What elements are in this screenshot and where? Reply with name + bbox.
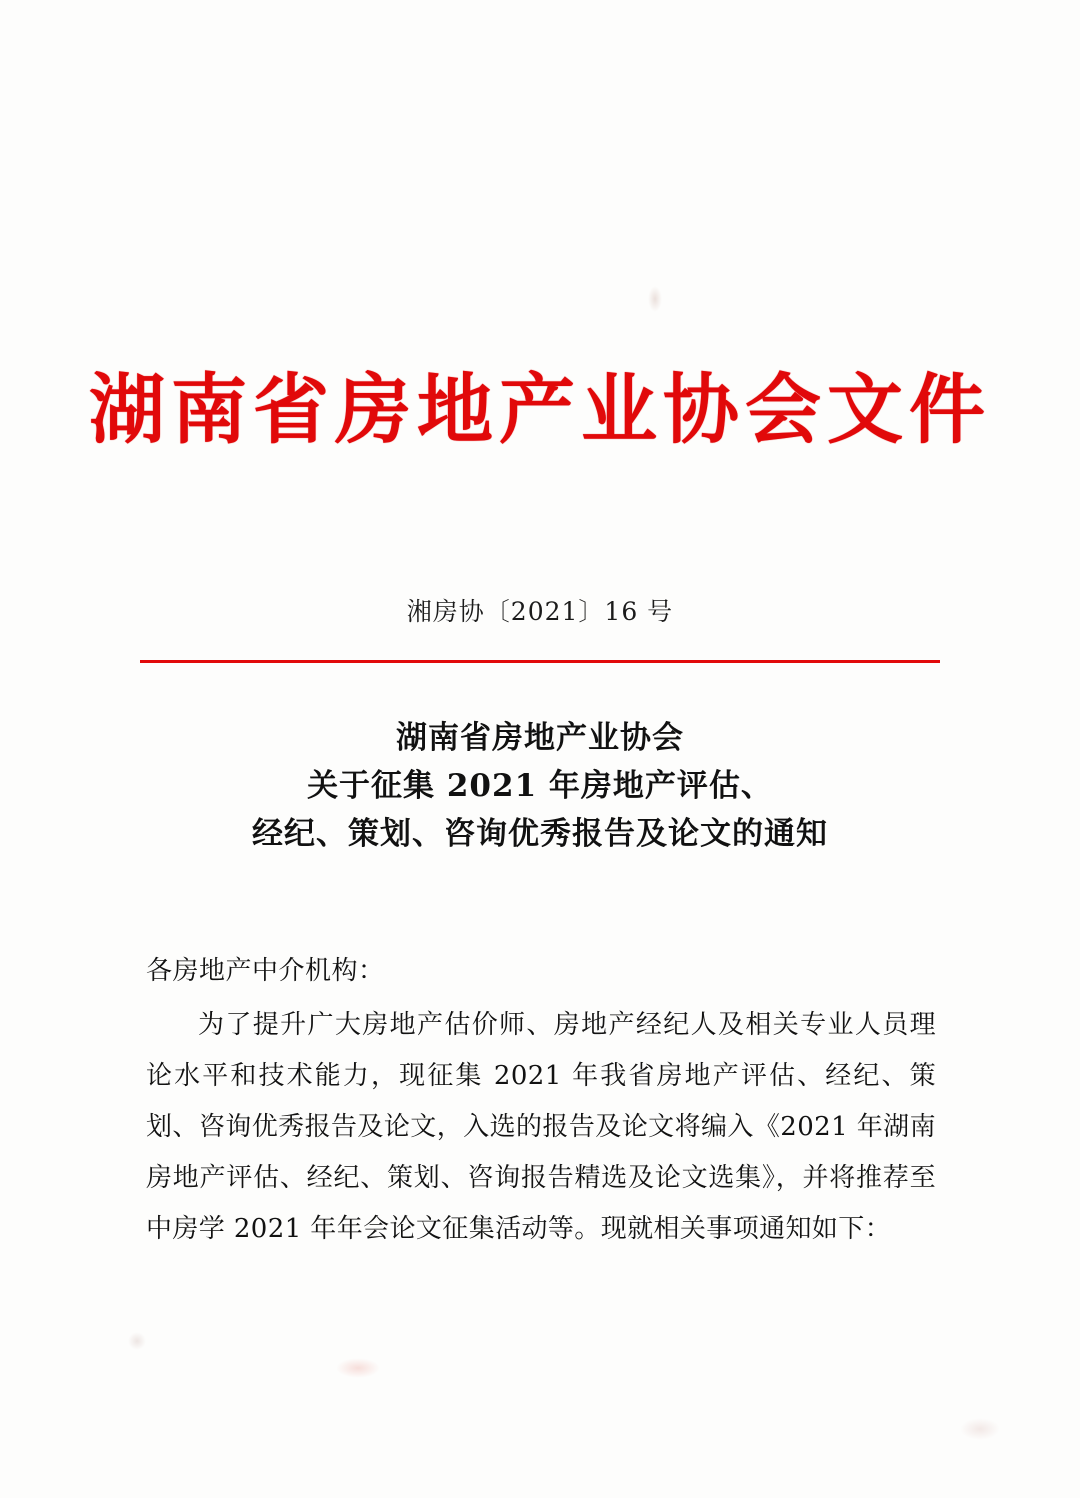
document-title <box>140 714 940 858</box>
document-body-paragraph: 为了提升广大房地产估价师、房地产经纪人及相关专业人员理论水平和技术能力，现征集 2021 年我省房地产评估、经纪、策划、咨询优秀报告及论文，入选的报告及论文将编入《2021 年湖南房地产评估、经纪、策划、咨询报告精选及论文选集》，并将推荐至中房学 2021 年年会论文征集活动等。现就相关事项通知如下： <box>146 1010 936 1244</box>
scan-artifact <box>960 1418 1000 1440</box>
document-salutation: 各房地产中介机构： <box>146 956 385 986</box>
title-line-3: 经纪、策划、咨询优秀报告及论文的通知 <box>252 816 828 852</box>
red-divider-rule <box>140 660 940 663</box>
document-masthead: 湖南省房地产业协会文件 <box>89 365 991 454</box>
title-line-1: 湖南省房地产业协会 <box>396 720 684 756</box>
scan-artifact <box>648 286 662 312</box>
title-line-2: 关于征集 2021 年房地产评估、 <box>307 768 773 804</box>
scan-artifact <box>128 1332 146 1350</box>
document-number: 湘房协〔2021〕16 号 <box>406 597 674 626</box>
scan-artifact <box>336 1358 380 1378</box>
